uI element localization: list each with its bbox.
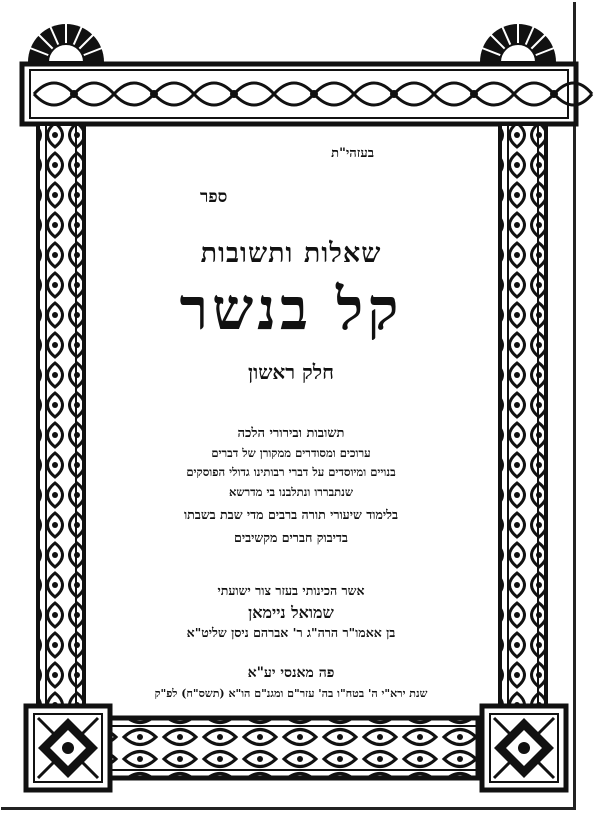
honorific: בעזהי"ת [331,146,374,161]
description-line: בדיבוק חברים מקשיבים [234,530,348,545]
volume-label: חלק ראשון [248,360,334,384]
corner-tile-left-icon [26,706,110,790]
description-line: בלימוד שיעורי תורה ברבים מדי שבת בשבתו [183,507,399,522]
subtitle-heading: שאלות ותשובות [200,238,382,269]
author-lineage: בן אאמו"ר הרה"ג ר' אברהם ניסן שליט"א [186,625,396,640]
publication-place: פה מאנסי יע"א [247,665,335,681]
description-line: בנויים ומיוסדים על דברי רבותינו גדולי הפוסקים [186,465,396,479]
sefer-label: ספר [200,187,228,207]
bottom-border-band [108,718,478,778]
sunburst-left-icon [28,24,104,62]
description-line: שנתבררו ונתלבנו בי מדרשא [228,485,354,499]
corner-tile-right-icon [482,706,566,790]
publication-year: שנת ירא"י ה' בטח"ו בה' עזר"ם ומגנ"ם הו"א (תשס"ח) לפ"ק [154,687,428,700]
author-intro: אשר הכינותי בעזר צור ישועתי [217,583,365,598]
book-title: קל בנשר [179,275,403,343]
top-border-band [22,64,592,124]
description-line: ערוכים ומסודרים ממקורן של דברים [211,446,371,460]
right-border-column [500,124,546,706]
left-border-column [38,124,84,706]
sunburst-right-icon [480,24,556,62]
author-name: שמואל ניימאן [248,603,334,622]
title-page-content [90,135,492,705]
description-line: תשובות ובירורי הלכה [237,426,345,441]
